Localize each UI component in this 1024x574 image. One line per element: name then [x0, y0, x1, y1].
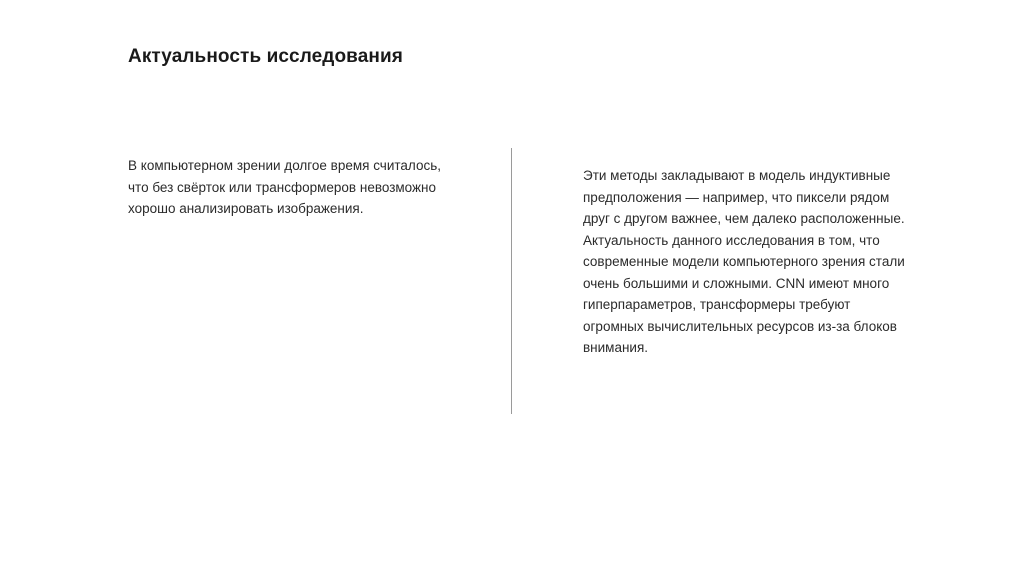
- right-text-line: современные модели компьютерного зрения стали: [583, 254, 905, 269]
- right-text-line: внимания.: [583, 340, 649, 355]
- right-text-line: Эти методы закладывают в модель индуктивные: [583, 168, 891, 183]
- slide-title: Актуальность исследования: [128, 46, 403, 67]
- left-text-line: что без свёрток или трансформеров невозможно: [128, 179, 437, 195]
- column-divider: [511, 148, 512, 414]
- left-text-line: В компьютерном зрении долгое время считалось,: [128, 158, 441, 173]
- right-text-line: предположения — например, что пиксели рядом: [583, 189, 890, 205]
- right-text-line: друг с другом важнее, чем далеко расположенные.: [583, 211, 905, 226]
- right-text-line: гиперпараметров, трансформеры требуют: [583, 297, 851, 312]
- right-text-line: огромных вычислительных ресурсов из-за блоков: [583, 318, 897, 334]
- right-column-text: [583, 165, 928, 359]
- left-column-text: [128, 155, 468, 220]
- right-text-line: Актуальность данного исследования в том, что: [583, 232, 880, 248]
- right-text-line: очень большими и сложными. CNN имеют много: [583, 275, 890, 291]
- left-text-line: хорошо анализировать изображения.: [128, 201, 364, 216]
